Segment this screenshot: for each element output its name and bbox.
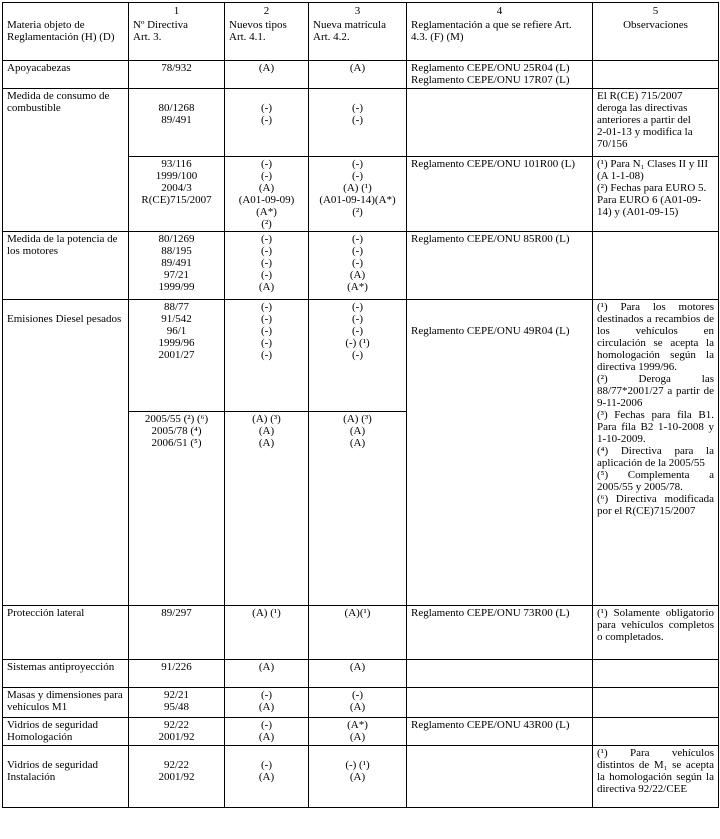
cell-text: (-) — [261, 269, 272, 281]
table-cell — [593, 746, 719, 808]
table-row — [3, 746, 719, 808]
cell-text: (¹) Solamente obligatorio para vehículos completos o completados. — [597, 607, 714, 643]
cell-text: (-) — [352, 233, 363, 245]
cell-text: (-) — [261, 301, 272, 313]
cell-text: 88/77 — [163, 301, 190, 313]
cell-text: (-) (¹) — [345, 337, 370, 349]
cell-text: 2005/78 (⁴) — [151, 425, 202, 437]
table-cell — [309, 660, 407, 688]
cell-text: (³) Fechas para fila B1. Para fila B2 1-10-2008 y 1-10-2009. — [597, 409, 714, 445]
header-label-line: Art. 4.1. — [229, 31, 266, 43]
table-row — [3, 300, 719, 412]
cell-text: 2005/55 (²) (⁶) — [144, 413, 209, 425]
cell-text: (-) — [352, 301, 363, 313]
column-number: 1 — [173, 5, 180, 17]
table-cell — [129, 718, 225, 746]
cell-text: (-) — [352, 245, 363, 257]
cell-text: (A) — [349, 62, 366, 74]
cell-text — [313, 747, 402, 759]
cell-text: Vidrios de seguridad — [7, 719, 98, 731]
cell-text — [133, 747, 220, 759]
column-number: 2 — [263, 5, 270, 17]
table-cell — [407, 660, 593, 688]
cell-text: 89/491 — [161, 257, 192, 269]
header-label-line: Materia objeto de — [7, 19, 85, 31]
table-cell — [3, 300, 129, 606]
cell-text: 80/1268 — [158, 102, 195, 114]
cell-text: 89/491 — [161, 114, 192, 126]
table-cell — [407, 89, 593, 157]
cell-text: (A*) — [347, 281, 368, 293]
cell-text: Para EURO 6 (A01-09- — [597, 194, 702, 206]
cell-text: (A) (¹) — [252, 607, 281, 619]
header-label-line: Nueva matrícula — [313, 19, 386, 31]
cell-text: (-) — [352, 114, 363, 126]
table-cell — [407, 157, 593, 232]
column-spacer — [7, 5, 124, 19]
table-cell — [225, 232, 309, 300]
cell-text: (-) — [352, 325, 363, 337]
table-cell — [309, 300, 407, 412]
header-label-line: Reglamentación (H) (D) — [7, 31, 115, 43]
table-cell — [593, 157, 719, 232]
cell-text: 2001/27 — [158, 349, 195, 361]
cell-text — [411, 301, 588, 313]
cell-text: 91/226 — [161, 661, 192, 673]
cell-text: Medida de consumo de — [7, 90, 110, 102]
cell-text: 78/932 — [161, 62, 192, 74]
cell-text: (-) — [352, 170, 363, 182]
cell-text: 2004/3 — [161, 182, 192, 194]
table-cell — [593, 300, 719, 606]
table-cell — [129, 412, 225, 606]
table-cell — [309, 157, 407, 232]
cell-text: (-) — [261, 257, 272, 269]
cell-text: (⁶) Directiva modificada por el R(CE)715/2007 — [597, 493, 714, 517]
cell-text: Reglamento CEPE/ONU 73R00 (L) — [411, 607, 570, 619]
table-cell — [129, 89, 225, 157]
table-row — [3, 89, 719, 157]
cell-text — [229, 90, 304, 102]
table-cell — [593, 660, 719, 688]
table-row — [3, 157, 719, 232]
table-cell — [593, 606, 719, 660]
table-cell — [225, 412, 309, 606]
cell-text: vehículos M1 — [7, 701, 68, 713]
table-cell — [129, 232, 225, 300]
cell-text: (¹) Para los motores destinados a recambios de los vehículos en circulación se acepta la homologación según la directiva 1999/96. — [597, 301, 714, 373]
table-cell — [593, 89, 719, 157]
header-cell — [225, 3, 309, 61]
header-label-line: Nuevos tipos — [229, 19, 287, 31]
cell-text: 2-01-13 y modifica la — [597, 126, 693, 138]
table-row — [3, 660, 719, 688]
table-cell — [309, 232, 407, 300]
table-row — [3, 606, 719, 660]
table-cell — [129, 157, 225, 232]
cell-text: 1999/99 — [158, 281, 195, 293]
cell-text: Sistemas antiproyección — [7, 661, 115, 673]
cell-text: (A) — [258, 771, 275, 783]
table-cell — [407, 718, 593, 746]
regulation-table — [2, 2, 719, 808]
table-cell — [407, 606, 593, 660]
cell-text: (-) — [352, 689, 363, 701]
table-cell — [593, 61, 719, 89]
header-cell — [129, 3, 225, 61]
cell-text: (A) — [258, 731, 275, 743]
cell-text: Vidrios de seguridad — [7, 759, 98, 771]
cell-text: (A01-09-14)(A*) — [319, 194, 396, 206]
table-cell — [3, 157, 129, 232]
table-cell — [3, 606, 129, 660]
cell-text: Reglamento CEPE/ONU 17R07 (L) — [411, 74, 570, 86]
table-cell — [309, 688, 407, 718]
header-row — [3, 3, 719, 61]
table-cell — [593, 718, 719, 746]
cell-text: (-) — [352, 102, 363, 114]
cell-text: Reglamento CEPE/ONU 43R00 (L) — [411, 719, 570, 731]
cell-text: 92/22 — [163, 759, 190, 771]
table-cell — [309, 61, 407, 89]
cell-text: Homologación — [7, 731, 73, 743]
table-cell — [309, 412, 407, 606]
cell-text: (-) — [261, 158, 272, 170]
cell-text: (-) — [352, 349, 363, 361]
cell-text — [133, 90, 220, 102]
cell-text: (A) — [349, 425, 366, 437]
cell-text: Emisiones Diesel pesados — [7, 313, 122, 325]
cell-text: (A) — [349, 437, 366, 449]
cell-text: (-) — [352, 158, 363, 170]
table-cell — [3, 89, 129, 157]
cell-text: (-) — [261, 170, 272, 182]
table-cell — [309, 89, 407, 157]
table-cell — [225, 688, 309, 718]
cell-text: (A)(¹) — [344, 607, 371, 619]
cell-text: Instalación — [7, 771, 56, 783]
table-cell — [225, 718, 309, 746]
cell-text: (A) — [258, 701, 275, 713]
cell-text: deroga las directivas — [597, 102, 688, 114]
cell-text: (²) — [352, 206, 363, 218]
table-cell — [3, 688, 129, 718]
cell-text: (A) (¹) — [343, 182, 372, 194]
cell-text: (²) Fechas para EURO 5. — [597, 182, 707, 194]
cell-text: (A) (³) — [343, 413, 372, 425]
cell-text: (A) — [349, 771, 366, 783]
table-cell — [309, 606, 407, 660]
header-cell — [407, 3, 593, 61]
cell-text: 95/48 — [163, 701, 190, 713]
cell-text: Apoyacabezas — [7, 62, 71, 74]
cell-text: (A*) — [347, 719, 368, 731]
table-cell — [225, 300, 309, 412]
cell-text: (-) — [261, 689, 272, 701]
table-cell — [593, 688, 719, 718]
table-cell — [225, 61, 309, 89]
header-cell — [309, 3, 407, 61]
cell-text: (A) — [349, 731, 366, 743]
table-cell — [129, 300, 225, 412]
header-label-line: Observaciones — [623, 19, 688, 31]
cell-text: (A) (³) — [252, 413, 281, 425]
column-number: 4 — [496, 5, 503, 17]
header-label-line: Art. 3. — [133, 31, 162, 43]
table-cell — [407, 300, 593, 606]
table-cell — [3, 660, 129, 688]
cell-text: Medida de la potencia de — [7, 233, 118, 245]
table-cell — [225, 157, 309, 232]
table-row — [3, 61, 719, 89]
cell-text: (A) — [258, 182, 275, 194]
header-label-line: 4.3. (F) (M) — [411, 31, 464, 43]
table-cell — [3, 61, 129, 89]
cell-text: 91/542 — [161, 313, 192, 325]
cell-text: 92/22 — [163, 719, 190, 731]
cell-text: (²) Deroga las 88/77*2001/27 a partir de 9-11-2006 — [597, 373, 714, 409]
table-cell — [129, 660, 225, 688]
cell-text: 14) y (A01-09-15) — [597, 206, 679, 218]
header-label-line: Reglamentación a que se refiere Art. — [411, 19, 572, 31]
cell-text: 2001/92 — [158, 731, 195, 743]
cell-text: (⁵) Complementa a 2005/55 y 2005/78. — [597, 469, 714, 493]
table-cell — [309, 746, 407, 808]
table-cell — [3, 746, 129, 808]
cell-text: (¹) Para vehículos distintos de M₁ se acepta la homologación según la directiva 92/22/CEE — [597, 747, 714, 795]
cell-text: 89/297 — [161, 607, 192, 619]
table-cell — [407, 688, 593, 718]
cell-text: (¹) Para N₁ Clases II y III — [597, 158, 708, 170]
cell-text: (⁴) Directiva para la aplicación de la 2005/55 — [597, 445, 714, 469]
cell-text: Reglamento CEPE/ONU 49R04 (L) — [411, 325, 570, 337]
cell-text: (A) — [349, 701, 366, 713]
table-cell — [407, 746, 593, 808]
cell-text: (A 1-1-08) — [597, 170, 644, 182]
table-cell — [309, 718, 407, 746]
table-row — [3, 232, 719, 300]
cell-text: (-) — [261, 233, 272, 245]
table-cell — [225, 746, 309, 808]
cell-text: (-) — [352, 257, 363, 269]
cell-text: (-) — [261, 759, 272, 771]
cell-text: 80/1269 — [158, 233, 195, 245]
cell-text: (A) — [258, 661, 275, 673]
table-cell — [129, 606, 225, 660]
cell-text: los motores — [7, 245, 59, 257]
table-cell — [225, 660, 309, 688]
cell-text: 1999/100 — [155, 170, 198, 182]
table-cell — [3, 718, 129, 746]
cell-text: (-) — [261, 102, 272, 114]
cell-text — [7, 747, 124, 759]
cell-text: 70/156 — [597, 138, 628, 150]
cell-text: (-) — [352, 313, 363, 325]
cell-text: 97/21 — [163, 269, 190, 281]
header-label-line: Art. 4.2. — [313, 31, 350, 43]
cell-text: Reglamento CEPE/ONU 101R00 (L) — [411, 158, 576, 170]
cell-text: (A) — [258, 62, 275, 74]
table-cell — [129, 61, 225, 89]
table-cell — [129, 746, 225, 808]
table-cell — [3, 232, 129, 300]
cell-text: (-) — [261, 245, 272, 257]
cell-text: (-) — [261, 114, 272, 126]
header-label-line: Nº Directiva — [133, 19, 189, 31]
cell-text: (A) — [349, 661, 366, 673]
table-cell — [407, 232, 593, 300]
table-row — [3, 718, 719, 746]
cell-text: (-) (¹) — [345, 759, 370, 771]
cell-text: 96/1 — [166, 325, 187, 337]
cell-text — [313, 90, 402, 102]
cell-text: 2006/51 (⁵) — [151, 437, 202, 449]
cell-text: 88/195 — [161, 245, 192, 257]
cell-text: anteriores a partir del — [597, 114, 691, 126]
cell-text: (A) — [258, 425, 275, 437]
table-cell — [407, 61, 593, 89]
cell-text — [7, 301, 124, 313]
cell-text: 92/21 — [163, 689, 190, 701]
cell-text: (²) — [261, 218, 272, 230]
table-cell — [225, 89, 309, 157]
cell-text: combustible — [7, 102, 61, 114]
cell-text: (-) — [261, 313, 272, 325]
cell-text: R(CE)715/2007 — [141, 194, 212, 206]
table-row — [3, 688, 719, 718]
cell-text: 93/116 — [161, 158, 192, 170]
table-cell — [129, 688, 225, 718]
column-number: 5 — [652, 5, 659, 17]
cell-text: (A) — [258, 437, 275, 449]
cell-text: (A) — [349, 269, 366, 281]
table-cell — [593, 232, 719, 300]
cell-text — [411, 313, 588, 325]
cell-text: (-) — [261, 349, 272, 361]
cell-text: Reglamento CEPE/ONU 85R00 (L) — [411, 233, 570, 245]
header-cell — [3, 3, 129, 61]
cell-text: (-) — [261, 325, 272, 337]
column-number: 3 — [354, 5, 361, 17]
cell-text: Protección lateral — [7, 607, 85, 619]
cell-text: Masas y dimensiones para — [7, 689, 123, 701]
cell-text: 1999/96 — [158, 337, 195, 349]
header-cell — [593, 3, 719, 61]
cell-text: El R(CE) 715/2007 — [597, 90, 683, 102]
cell-text: 2001/92 — [158, 771, 195, 783]
cell-text: (A01-09-09)(A*) — [238, 194, 295, 218]
table-cell — [225, 606, 309, 660]
cell-text: (A) — [258, 281, 275, 293]
cell-text: (-) — [261, 337, 272, 349]
cell-text — [229, 747, 304, 759]
cell-text: Reglamento CEPE/ONU 25R04 (L) — [411, 62, 570, 74]
cell-text: (-) — [261, 719, 272, 731]
